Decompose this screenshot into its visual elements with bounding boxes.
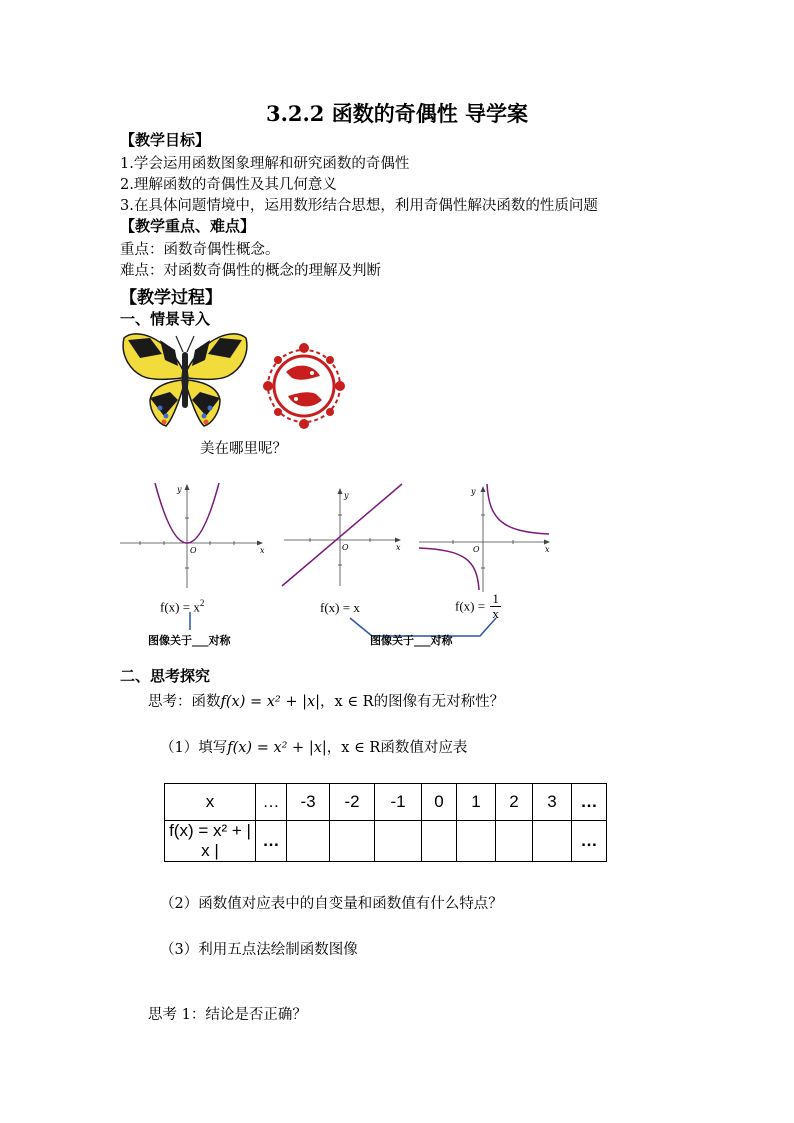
x-axis-arrow (395, 538, 401, 543)
table-cell-empty[interactable] (375, 821, 422, 862)
step2-text: （2）函数值对应表中的自变量和函数值有什么特点？ (160, 896, 503, 912)
key-points-heading: 【教学重点、难点】 (120, 217, 256, 235)
x-axis-label: x (545, 545, 550, 554)
origin-label: O (473, 545, 480, 554)
origin-label: O (342, 543, 349, 552)
y-axis-arrow (481, 486, 486, 492)
table-cell[interactable]: 1 (457, 784, 496, 821)
objectives-heading: 【教学目标】 (120, 131, 211, 149)
graph23-caption: 图像关于___对称 (370, 634, 453, 647)
graph2-function-label: f(x) = x (320, 600, 360, 615)
graph-line (280, 480, 410, 590)
objective-item-1: 1.学会运用函数图象理解和研究函数的奇偶性 (120, 156, 410, 172)
section2-heading: 二、思考探究 (120, 667, 211, 685)
step1-text: （1）填写f(x) = x² + |x|，x ∈ R函数值对应表 (160, 740, 468, 756)
origin-label: O (190, 546, 197, 555)
value-table (164, 783, 607, 862)
graph-parabola (120, 478, 270, 588)
y-axis-arrow (185, 484, 190, 490)
x-axis-arrow (257, 541, 263, 546)
graph1-caption: 图像关于___对称 (148, 634, 231, 647)
hyperbola-branch-left (419, 548, 479, 590)
table-cell[interactable]: -3 (287, 784, 330, 821)
difficulty-point: 难点：对函数奇偶性的概念的理解及判断 (120, 263, 381, 279)
section1-heading: 一、情景导入 (120, 310, 211, 328)
table-row-x (165, 784, 607, 821)
process-heading: 【教学过程】 (120, 288, 222, 308)
step3-text: （3）利用五点法绘制函数图像 (160, 942, 358, 958)
section1-question: 美在哪里呢？ (200, 441, 287, 457)
y-axis-arrow (338, 488, 343, 494)
y-axis-label: y (471, 487, 476, 496)
page-title: 3.2.2 函数的奇偶性 导学案 (265, 101, 529, 126)
table-cell-empty[interactable] (287, 821, 330, 862)
graph-hyperbola (415, 480, 555, 595)
table-cell[interactable]: … (256, 821, 287, 862)
hyperbola-branch-right (487, 484, 549, 534)
think1-text: 思考 1：结论是否正确？ (148, 1007, 307, 1023)
table-cell[interactable]: -1 (375, 784, 422, 821)
table-cell[interactable]: … (256, 784, 287, 821)
x-axis-label: x (260, 546, 265, 555)
table-cell-empty[interactable] (457, 821, 496, 862)
table-cell[interactable]: 0 (422, 784, 457, 821)
table-cell[interactable]: 2 (496, 784, 533, 821)
table-cell-fx-label: f(x) = x² + | x | (165, 821, 256, 862)
table-cell-empty[interactable] (533, 821, 572, 862)
butterfly-image (120, 330, 250, 430)
line-curve (282, 484, 402, 586)
objective-item-2: 2.理解函数的奇偶性及其几何意义 (120, 177, 337, 193)
table-cell[interactable]: … (572, 784, 607, 821)
papercut-fish-image (262, 342, 346, 430)
y-axis-label: y (344, 491, 349, 500)
x-axis-label: x (396, 543, 401, 552)
y-axis-label: y (177, 485, 182, 494)
table-row-fx (165, 821, 607, 862)
table-cell-empty[interactable] (496, 821, 533, 862)
table-cell-empty[interactable] (422, 821, 457, 862)
graph3-function-label: f(x) = $\frac{1}{x}$ (455, 591, 499, 621)
x-axis-arrow (544, 540, 550, 545)
table-cell[interactable]: … (572, 821, 607, 862)
graph1-function-label: $f(x) = x^2$ (160, 598, 205, 615)
table-cell: x (165, 784, 256, 821)
table-cell-empty[interactable] (330, 821, 375, 862)
think-question: 思考：函数f(x) = x² + |x|，x ∈ R的图像有无对称性？ (148, 694, 505, 710)
key-point: 重点：函数奇偶性概念。 (120, 242, 280, 258)
table-cell[interactable]: 3 (533, 784, 572, 821)
objective-item-3: 3.在具体问题情境中，运用数形结合思想，利用奇偶性解决函数的性质问题 (120, 198, 598, 214)
table-cell[interactable]: -2 (330, 784, 375, 821)
